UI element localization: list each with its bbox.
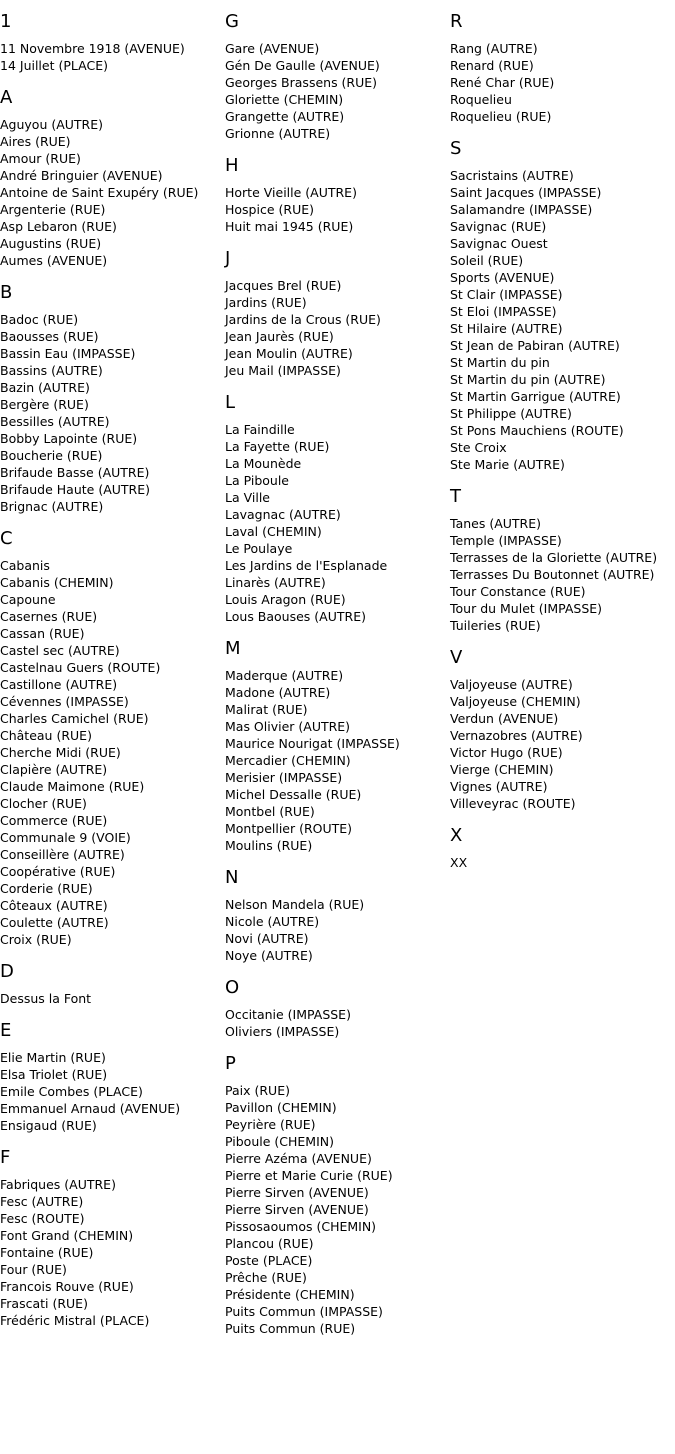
street-link[interactable]: Castel sec (AUTRE) bbox=[0, 643, 120, 658]
street-link[interactable]: Jean Jaurès (RUE) bbox=[225, 329, 334, 344]
street-link[interactable]: Antoine de Saint Exupéry (RUE) bbox=[0, 185, 199, 200]
street-list bbox=[0, 1049, 220, 1134]
street-link[interactable]: Clapière (AUTRE) bbox=[0, 762, 108, 777]
street-link[interactable]: St Martin du pin (AUTRE) bbox=[450, 372, 606, 387]
street-link[interactable]: Pierre Sirven (AVENUE) bbox=[225, 1185, 369, 1200]
street-link[interactable]: Poste (PLACE) bbox=[225, 1253, 313, 1268]
letter-heading: M bbox=[225, 638, 241, 659]
street-list bbox=[0, 557, 220, 948]
letter-heading: N bbox=[225, 867, 239, 888]
street-link[interactable]: Badoc (RUE) bbox=[0, 312, 79, 327]
street-link[interactable]: Noye (AUTRE) bbox=[225, 948, 313, 963]
street-link[interactable]: Linarès (AUTRE) bbox=[225, 575, 326, 590]
street-link[interactable]: Mas Olivier (AUTRE) bbox=[225, 719, 351, 734]
street-list bbox=[0, 1176, 220, 1329]
street-link[interactable]: St Pons Mauchiens (ROUTE) bbox=[450, 423, 624, 438]
street-list bbox=[450, 854, 675, 871]
street-link[interactable]: Cabanis (CHEMIN) bbox=[0, 575, 114, 590]
street-link[interactable]: Occitanie (IMPASSE) bbox=[225, 1007, 351, 1022]
street-link[interactable]: Malirat (RUE) bbox=[225, 702, 308, 717]
street-link[interactable]: Hospice (RUE) bbox=[225, 202, 314, 217]
street-link[interactable]: Castillone (AUTRE) bbox=[0, 677, 118, 692]
street-link[interactable]: Asp Lebaron (RUE) bbox=[0, 219, 117, 234]
street-link[interactable]: St Jean de Pabiran (AUTRE) bbox=[450, 338, 620, 353]
street-link[interactable]: Brifaude Basse (AUTRE) bbox=[0, 465, 150, 480]
letter-heading: S bbox=[450, 138, 462, 159]
street-link[interactable]: Frascati (RUE) bbox=[0, 1296, 88, 1311]
street-link[interactable]: Ste Croix bbox=[450, 440, 507, 455]
letter-section bbox=[0, 10, 220, 74]
street-link[interactable]: La Faindille bbox=[225, 422, 295, 437]
street-link[interactable]: Jacques Brel (RUE) bbox=[225, 278, 342, 293]
street-link[interactable]: Bessilles (AUTRE) bbox=[0, 414, 110, 429]
street-link[interactable]: Roquelieu bbox=[450, 92, 512, 107]
street-link[interactable]: Dessus la Font bbox=[0, 991, 92, 1006]
street-link[interactable]: Nicole (AUTRE) bbox=[225, 914, 320, 929]
street-link[interactable]: Nelson Mandela (RUE) bbox=[225, 897, 365, 912]
street-list bbox=[450, 515, 675, 634]
letter-section bbox=[225, 154, 445, 235]
street-link[interactable]: Ste Marie (AUTRE) bbox=[450, 457, 565, 472]
street-link[interactable]: Castelnau Guers (ROUTE) bbox=[0, 660, 161, 675]
street-link[interactable]: Lous Baouses (AUTRE) bbox=[225, 609, 366, 624]
street-link[interactable]: Cévennes (IMPASSE) bbox=[0, 694, 129, 709]
street-list bbox=[225, 1006, 445, 1040]
letter-heading: R bbox=[450, 11, 463, 32]
street-list bbox=[225, 1082, 445, 1337]
street-link[interactable]: Saint Jacques (IMPASSE) bbox=[450, 185, 602, 200]
street-link[interactable]: Novi (AUTRE) bbox=[225, 931, 309, 946]
street-index-column-2 bbox=[225, 10, 445, 1349]
street-link[interactable]: La Mounède bbox=[225, 456, 302, 471]
letter-section bbox=[225, 247, 445, 379]
street-link[interactable]: Cabanis bbox=[0, 558, 50, 573]
letter-section bbox=[0, 1019, 220, 1134]
street-link[interactable]: Frédéric Mistral (PLACE) bbox=[0, 1313, 150, 1328]
street-list bbox=[225, 184, 445, 235]
street-link[interactable]: Amour (RUE) bbox=[0, 151, 81, 166]
street-link[interactable]: Bergère (RUE) bbox=[0, 397, 89, 412]
street-link[interactable]: Argenterie (RUE) bbox=[0, 202, 106, 217]
street-link[interactable]: Georges Brassens (RUE) bbox=[225, 75, 378, 90]
street-link[interactable]: La Ville bbox=[225, 490, 270, 505]
street-link[interactable]: St Hilaire (AUTRE) bbox=[450, 321, 563, 336]
street-link[interactable]: Cherche Midi (RUE) bbox=[0, 745, 121, 760]
street-link[interactable]: Ensigaud (RUE) bbox=[0, 1118, 97, 1133]
street-link[interactable]: Puits Commun (RUE) bbox=[225, 1321, 356, 1336]
street-link[interactable]: Brifaude Haute (AUTRE) bbox=[0, 482, 150, 497]
street-link[interactable]: Le Poulaye bbox=[225, 541, 293, 556]
street-link[interactable]: St Clair (IMPASSE) bbox=[450, 287, 563, 302]
letter-section bbox=[225, 10, 445, 142]
street-link[interactable]: Sacristains (AUTRE) bbox=[450, 168, 574, 183]
letter-heading: H bbox=[225, 155, 239, 176]
street-link[interactable]: Montbel (RUE) bbox=[225, 804, 315, 819]
street-link[interactable]: Terrasses de la Gloriette (AUTRE) bbox=[450, 550, 658, 565]
street-link[interactable]: Maurice Nourigat (IMPASSE) bbox=[225, 736, 400, 751]
letter-section bbox=[450, 485, 675, 634]
street-index-column-3 bbox=[450, 10, 675, 883]
street-link[interactable]: Bassin Eau (IMPASSE) bbox=[0, 346, 136, 361]
street-link[interactable]: Gloriette (CHEMIN) bbox=[225, 92, 344, 107]
letter-section bbox=[0, 527, 220, 948]
street-link[interactable]: Aumes (AVENUE) bbox=[0, 253, 108, 268]
letter-section bbox=[225, 866, 445, 964]
street-link[interactable]: Valjoyeuse (AUTRE) bbox=[450, 677, 573, 692]
street-link[interactable]: Savignac Ouest bbox=[450, 236, 548, 251]
street-link[interactable]: Victor Hugo (RUE) bbox=[450, 745, 563, 760]
street-link[interactable]: Casernes (RUE) bbox=[0, 609, 98, 624]
street-list bbox=[0, 990, 220, 1007]
street-link[interactable]: Capoune bbox=[0, 592, 56, 607]
street-link[interactable]: Terrasses Du Boutonnet (AUTRE) bbox=[450, 567, 655, 582]
street-link[interactable]: Prêche (RUE) bbox=[225, 1270, 307, 1285]
street-link[interactable]: 11 Novembre 1918 (AVENUE) bbox=[0, 41, 185, 56]
street-link[interactable]: Rang (AUTRE) bbox=[450, 41, 538, 56]
street-link[interactable]: Charles Camichel (RUE) bbox=[0, 711, 149, 726]
street-link[interactable]: Temple (IMPASSE) bbox=[450, 533, 562, 548]
street-link[interactable]: Conseillère (AUTRE) bbox=[0, 847, 125, 862]
street-link[interactable]: Tuileries (RUE) bbox=[450, 618, 541, 633]
street-link[interactable]: Savignac (RUE) bbox=[450, 219, 547, 234]
street-link[interactable]: Bazin (AUTRE) bbox=[0, 380, 90, 395]
street-link[interactable]: La Fayette (RUE) bbox=[225, 439, 330, 454]
street-list bbox=[225, 896, 445, 964]
street-link[interactable]: Plancou (RUE) bbox=[225, 1236, 314, 1251]
street-list bbox=[225, 667, 445, 854]
street-link[interactable]: Pavillon (CHEMIN) bbox=[225, 1100, 337, 1115]
street-link[interactable]: Michel Dessalle (RUE) bbox=[225, 787, 362, 802]
street-link[interactable]: Tour Constance (RUE) bbox=[450, 584, 586, 599]
street-link[interactable]: Vernazobres (AUTRE) bbox=[450, 728, 583, 743]
street-link[interactable]: Tour du Mulet (IMPASSE) bbox=[450, 601, 603, 616]
street-link[interactable]: Brignac (AUTRE) bbox=[0, 499, 104, 514]
letter-heading: T bbox=[450, 486, 461, 507]
street-link[interactable]: Emmanuel Arnaud (AVENUE) bbox=[0, 1101, 181, 1116]
street-link[interactable]: Moulins (RUE) bbox=[225, 838, 313, 853]
street-link[interactable]: Commerce (RUE) bbox=[0, 813, 108, 828]
street-link[interactable]: Bassins (AUTRE) bbox=[0, 363, 103, 378]
street-link[interactable]: Cassan (RUE) bbox=[0, 626, 85, 641]
street-link[interactable]: Pierre et Marie Curie (RUE) bbox=[225, 1168, 393, 1183]
street-link[interactable]: Tanes (AUTRE) bbox=[450, 516, 541, 531]
street-link[interactable]: Pissosaoumos (CHEMIN) bbox=[225, 1219, 377, 1234]
street-link[interactable]: Aires (RUE) bbox=[0, 134, 71, 149]
street-link[interactable]: Communale 9 (VOIE) bbox=[0, 830, 131, 845]
street-link[interactable]: René Char (RUE) bbox=[450, 75, 555, 90]
letter-heading: O bbox=[225, 977, 240, 998]
street-link[interactable]: Fesc (ROUTE) bbox=[0, 1211, 85, 1226]
letter-section bbox=[0, 1146, 220, 1329]
street-link[interactable]: Emile Combes (PLACE) bbox=[0, 1084, 143, 1099]
street-link[interactable]: Louis Aragon (RUE) bbox=[225, 592, 346, 607]
street-link[interactable]: Villeveyrac (ROUTE) bbox=[450, 796, 576, 811]
street-link[interactable]: Les Jardins de l'Esplanade bbox=[225, 558, 388, 573]
letter-section bbox=[450, 646, 675, 812]
street-list bbox=[225, 277, 445, 379]
street-link[interactable]: Château (RUE) bbox=[0, 728, 92, 743]
street-link[interactable]: Peyrière (RUE) bbox=[225, 1117, 316, 1132]
street-link[interactable]: Four (RUE) bbox=[0, 1262, 67, 1277]
letter-heading: P bbox=[225, 1053, 236, 1074]
street-link[interactable]: Fabriques (AUTRE) bbox=[0, 1177, 116, 1192]
letter-heading: X bbox=[450, 825, 463, 846]
street-link[interactable]: Aguyou (AUTRE) bbox=[0, 117, 104, 132]
street-link[interactable]: Paix (RUE) bbox=[225, 1083, 290, 1098]
street-link[interactable]: Renard (RUE) bbox=[450, 58, 534, 73]
street-link[interactable]: Coulette (AUTRE) bbox=[0, 915, 109, 930]
street-link[interactable]: Vignes (AUTRE) bbox=[450, 779, 548, 794]
letter-section bbox=[225, 976, 445, 1040]
street-link[interactable]: Corderie (RUE) bbox=[0, 881, 93, 896]
street-link[interactable]: Coopérative (RUE) bbox=[0, 864, 116, 879]
street-link[interactable]: Côteaux (AUTRE) bbox=[0, 898, 108, 913]
letter-heading: D bbox=[0, 961, 14, 982]
letter-heading: F bbox=[0, 1147, 11, 1168]
letter-section bbox=[0, 281, 220, 515]
street-link[interactable]: Bobby Lapointe (RUE) bbox=[0, 431, 138, 446]
street-link[interactable]: Gén De Gaulle (AVENUE) bbox=[225, 58, 380, 73]
street-link[interactable]: Jardins (RUE) bbox=[225, 295, 307, 310]
street-link[interactable]: Jean Moulin (AUTRE) bbox=[225, 346, 353, 361]
letter-heading: 1 bbox=[0, 11, 12, 32]
street-link[interactable]: Lavagnac (AUTRE) bbox=[225, 507, 341, 522]
street-link[interactable]: Maderque (AUTRE) bbox=[225, 668, 344, 683]
street-list bbox=[225, 40, 445, 142]
street-link[interactable]: Elie Martin (RUE) bbox=[0, 1050, 106, 1065]
street-link[interactable]: Pierre Sirven (AVENUE) bbox=[225, 1202, 369, 1217]
street-link[interactable]: Salamandre (IMPASSE) bbox=[450, 202, 593, 217]
letter-section bbox=[0, 86, 220, 269]
street-link[interactable]: Clocher (RUE) bbox=[0, 796, 87, 811]
street-link[interactable]: Gare (AVENUE) bbox=[225, 41, 320, 56]
letter-heading: C bbox=[0, 528, 13, 549]
street-link[interactable]: Vierge (CHEMIN) bbox=[450, 762, 554, 777]
letter-section bbox=[225, 391, 445, 625]
street-list bbox=[225, 421, 445, 625]
letter-section bbox=[450, 10, 675, 125]
letter-heading: E bbox=[0, 1020, 12, 1041]
street-link[interactable]: Montpellier (ROUTE) bbox=[225, 821, 353, 836]
street-list bbox=[450, 167, 675, 473]
street-link[interactable]: Puits Commun (IMPASSE) bbox=[225, 1304, 383, 1319]
letter-heading: V bbox=[450, 647, 463, 668]
street-list bbox=[0, 311, 220, 515]
street-link[interactable]: Horte Vieille (AUTRE) bbox=[225, 185, 357, 200]
street-link[interactable]: Jeu Mail (IMPASSE) bbox=[225, 363, 341, 378]
street-link[interactable]: Madone (AUTRE) bbox=[225, 685, 331, 700]
street-link[interactable]: Merisier (IMPASSE) bbox=[225, 770, 343, 785]
street-link[interactable]: St Eloi (IMPASSE) bbox=[450, 304, 557, 319]
street-link[interactable]: Sports (AVENUE) bbox=[450, 270, 555, 285]
letter-heading: G bbox=[225, 11, 239, 32]
street-link[interactable]: Huit mai 1945 (RUE) bbox=[225, 219, 354, 234]
letter-section bbox=[225, 637, 445, 854]
street-link[interactable]: Grionne (AUTRE) bbox=[225, 126, 331, 141]
street-index-column-1 bbox=[0, 10, 220, 1341]
street-link[interactable]: Augustins (RUE) bbox=[0, 236, 102, 251]
letter-section bbox=[225, 1052, 445, 1337]
street-link[interactable]: Font Grand (CHEMIN) bbox=[0, 1228, 134, 1243]
street-link[interactable]: Croix (RUE) bbox=[0, 932, 72, 947]
street-link[interactable]: Présidente (CHEMIN) bbox=[225, 1287, 355, 1302]
street-link[interactable]: St Philippe (AUTRE) bbox=[450, 406, 572, 421]
street-list bbox=[0, 116, 220, 269]
street-link[interactable]: Fontaine (RUE) bbox=[0, 1245, 94, 1260]
street-link[interactable]: Mercadier (CHEMIN) bbox=[225, 753, 351, 768]
street-link[interactable]: XX bbox=[450, 855, 468, 870]
street-link[interactable]: Francois Rouve (RUE) bbox=[0, 1279, 134, 1294]
street-list bbox=[0, 40, 220, 74]
letter-heading: J bbox=[225, 248, 231, 269]
street-list bbox=[450, 40, 675, 125]
street-link[interactable]: Grangette (AUTRE) bbox=[225, 109, 345, 124]
street-link[interactable]: St Martin Garrigue (AUTRE) bbox=[450, 389, 621, 404]
street-link[interactable]: Verdun (AVENUE) bbox=[450, 711, 559, 726]
letter-heading: B bbox=[0, 282, 13, 303]
street-link[interactable]: Pierre Azéma (AVENUE) bbox=[225, 1151, 372, 1166]
street-link[interactable]: Baousses (RUE) bbox=[0, 329, 99, 344]
street-link[interactable]: Piboule (CHEMIN) bbox=[225, 1134, 334, 1149]
letter-section bbox=[0, 960, 220, 1007]
street-link[interactable]: Roquelieu (RUE) bbox=[450, 109, 552, 124]
street-link[interactable]: Elsa Triolet (RUE) bbox=[0, 1067, 108, 1082]
street-link[interactable]: Boucherie (RUE) bbox=[0, 448, 103, 463]
street-list bbox=[450, 676, 675, 812]
letter-heading: L bbox=[225, 392, 236, 413]
street-link[interactable]: Fesc (AUTRE) bbox=[0, 1194, 84, 1209]
street-link[interactable]: André Bringuier (AVENUE) bbox=[0, 168, 163, 183]
street-link[interactable]: Claude Maimone (RUE) bbox=[0, 779, 145, 794]
letter-section bbox=[450, 824, 675, 871]
letter-section bbox=[450, 137, 675, 473]
street-link[interactable]: Laval (CHEMIN) bbox=[225, 524, 322, 539]
street-link[interactable]: La Piboule bbox=[225, 473, 290, 488]
street-link[interactable]: Valjoyeuse (CHEMIN) bbox=[450, 694, 581, 709]
street-link[interactable]: Soleil (RUE) bbox=[450, 253, 524, 268]
street-link[interactable]: Jardins de la Crous (RUE) bbox=[225, 312, 381, 327]
street-link[interactable]: Oliviers (IMPASSE) bbox=[225, 1024, 340, 1039]
street-link[interactable]: 14 Juillet (PLACE) bbox=[0, 58, 108, 73]
street-link[interactable]: St Martin du pin bbox=[450, 355, 550, 370]
letter-heading: A bbox=[0, 87, 13, 108]
